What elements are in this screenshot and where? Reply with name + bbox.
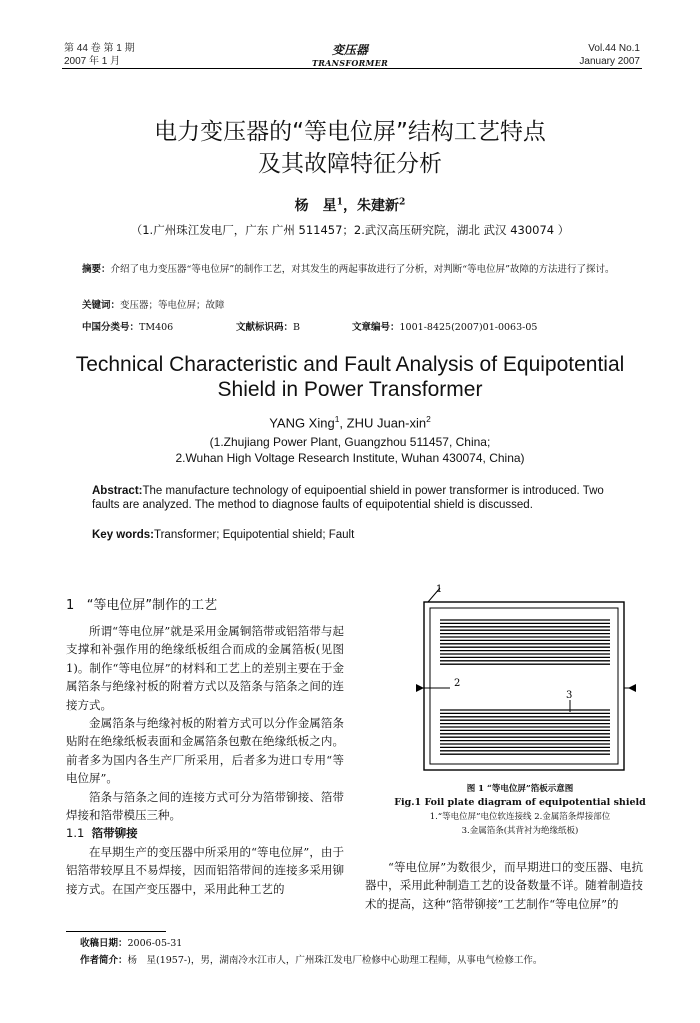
right-arrow-head <box>628 684 636 692</box>
affiliation-en: (1.Zhujiang Power Plant, Guangzhou 511457, China; 2.Wuhan High Voltage Research Institute, Wuhan 430074, China) <box>175 435 525 465</box>
keywords-en: Key words:Transformer; Equipotential shield; Fault <box>92 529 355 541</box>
header-volume-en: Vol.44 No.1 January 2007 <box>579 43 640 67</box>
document-code: 文献标识码：B <box>236 322 300 333</box>
figure-legend: 3.金属箔条(其背衬为绝缘纸板) <box>461 826 579 836</box>
weld-arrow-head <box>416 684 424 692</box>
abstract-cn: 摘要：介绍了电力变压器“等电位屏”的制作工艺，对其发生的两起事故进行了分析，对判断“等电位屏”故障的方法进行了探讨。 <box>82 264 615 275</box>
title-cn: 电力变压器的“等电位屏”结构工艺特点 及其故障特征分析 <box>154 119 546 177</box>
paragraph: 金属箔条与绝缘衬板的附着方式可以分作金属箔条贴附在绝缘纸板表面和金属箔条包敷在绝缘纸板之内。前者多为国内各生产厂所采用，后者多为进口专用“等电位屏”。 <box>66 716 344 786</box>
left-column-body <box>66 622 344 898</box>
header-volume-cn: 第 44 卷 第 1 期 2007 年 1 月 <box>64 43 135 67</box>
paragraph: 在早期生产的变压器中所采用的“等电位屏”，由于铝箔带较厚且不易焊接，因而铝箔带间的连接多采用铆接方式。在国产变压器中，采用此种工艺的 <box>66 844 344 896</box>
authors-en: YANG Xing$^1$, ZHU Juan-xin$^2$ <box>269 414 431 431</box>
figure-label-3: 3 <box>566 690 573 701</box>
figure-legend: 1.“等电位屏”电位软连接线 2.金属箔条焊接部位 <box>429 812 611 822</box>
keywords-cn: 关键词：变压器；等电位屏；故障 <box>82 300 225 311</box>
figure-label-1: 1 <box>436 584 443 595</box>
footnote <box>80 935 650 969</box>
authors-cn: 杨 星$^1$，朱建新$^2$ <box>294 196 406 214</box>
footnote-rule <box>66 931 166 932</box>
right-column-body <box>365 858 643 913</box>
title-en: Technical Characteristic and Fault Analysis of Equipotential Shield in Power Transformer <box>75 353 625 401</box>
foil-strips-lower <box>440 710 610 754</box>
figure-1-diagram <box>410 580 640 780</box>
journal-name-cn: 变压器 <box>331 43 368 57</box>
journal-name-en: TRANSFORMER <box>311 58 389 68</box>
paragraph: “等电位屏”为数很少，而早期进口的变压器、电抗器中，采用此种制造工艺的设备数量不详。随着制造技术的提高，这种“箔带铆接”工艺制作“等电位屏”的 <box>365 860 643 911</box>
received-date: 收稿日期：2006-05-31 <box>80 938 183 949</box>
subsection-1-1-heading: 1.1 箔带铆接 <box>66 826 138 841</box>
figure-1-caption <box>390 782 650 838</box>
affiliation-cn: （1.广州珠江发电厂，广东 广州 511457；2.武汉高压研究院，湖北 武汉 430074 ） <box>130 223 570 237</box>
section-1-heading: 1 “等电位屏”制作的工艺 <box>66 598 218 613</box>
figure-caption-cn: 图 1 “等电位屏”箔板示意图 <box>466 784 574 794</box>
paragraph: 所谓“等电位屏”就是采用金属铜箔带或铝箔带与起支撑和补强作用的绝缘纸板组合而成的金属箔板(见图 1)。制作“等电位屏”的材料和工艺上的差别主要在于金属箔条与绝缘衬板的附着方式以及箔条与箔条之间的连接方式。 <box>66 624 344 712</box>
figure-caption-en: Fig.1 Foil plate diagram of equipotential shield <box>394 797 646 808</box>
abstract-en: Abstract:The manufacture technology of equipoential shield in power transformer is introduced. Two faults are analyzed. The method to diagnose faults of equipotential shield is discussed. <box>92 485 604 511</box>
clc-number: 中国分类号：TM406 <box>82 322 174 333</box>
figure-label-2: 2 <box>454 678 461 689</box>
author-bio: 作者简介：杨 星(1957-)，男，湖南冷水江市人，广州珠江发电厂检修中心助理工程师，从事电气检修工作。 <box>80 955 543 966</box>
journal-name <box>290 41 410 68</box>
header-rule <box>62 68 642 69</box>
foil-strips-upper <box>440 620 610 664</box>
article-number: 文章编号：1001-8425(2007)01-0063-05 <box>352 322 538 333</box>
paragraph: 箔条与箔条之间的连接方式可分为箔带铆接、箔带焊接和箔带模压三种。 <box>66 789 344 823</box>
